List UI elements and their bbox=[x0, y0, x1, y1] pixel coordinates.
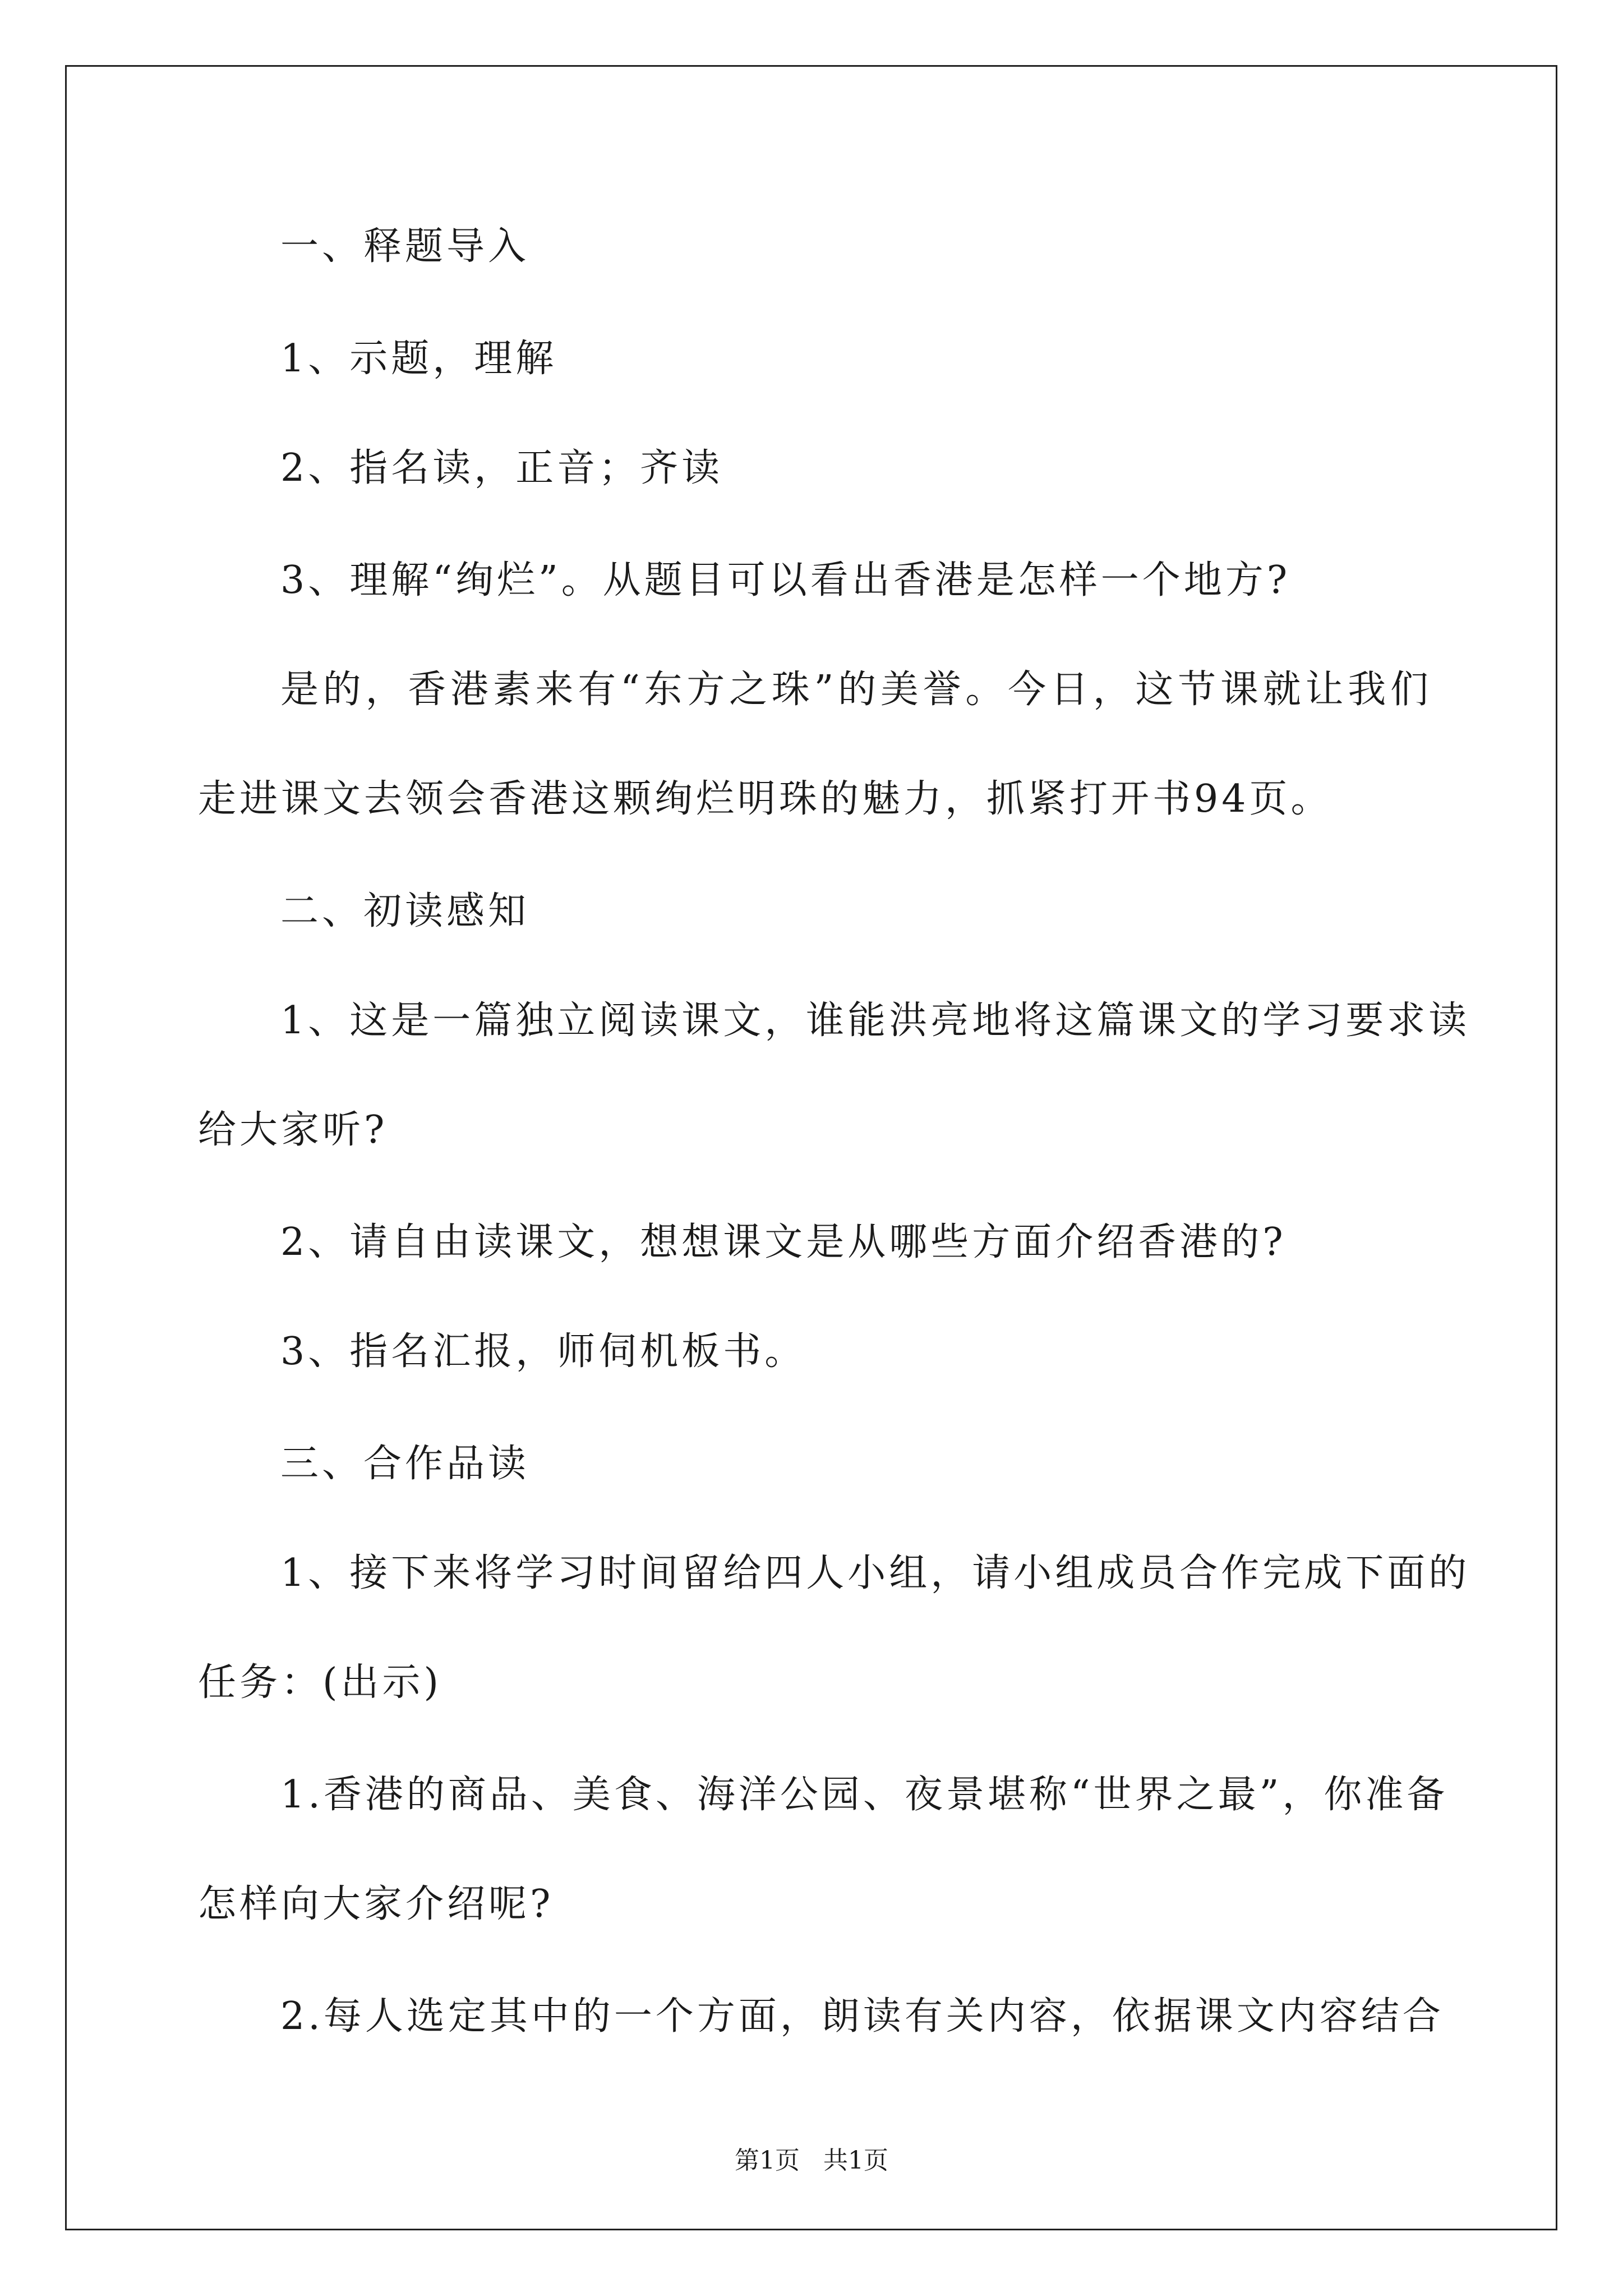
heading-3: 三、合作品读 bbox=[280, 1442, 530, 1486]
heading-1: 一、释题导入 bbox=[280, 224, 530, 269]
paragraph-line: 给大家听? bbox=[198, 1108, 388, 1152]
paragraph-line: 任务：(出示) bbox=[198, 1660, 442, 1705]
list-item: 2.每人选定其中的一个方面，朗读有关内容，依据课文内容结合 bbox=[280, 1994, 1444, 2039]
paragraph-line: 是的，香港素来有“东方之珠”的美誉。今日，这节课就让我们 bbox=[280, 668, 1432, 712]
list-item: 1、这是一篇独立阅读课文，谁能洪亮地将这篇课文的学习要求读 bbox=[280, 999, 1470, 1043]
list-item: 1、接下来将学习时间留给四人小组，请小组成员合作完成下面的 bbox=[280, 1551, 1470, 1595]
list-item: 1.香港的商品、美食、海洋公园、夜景堪称“世界之最”，你准备 bbox=[280, 1773, 1449, 1817]
list-item: 3、指名汇报，师伺机板书。 bbox=[280, 1329, 806, 1374]
heading-2: 二、初读感知 bbox=[280, 889, 530, 933]
paragraph-line: 走进课文去领会香港这颗绚烂明珠的魅力，抓紧打开书94页。 bbox=[198, 777, 1332, 821]
page-number: 第1页 bbox=[735, 2146, 800, 2175]
page-footer bbox=[0, 2140, 1623, 2176]
list-item: 2、指名读，正音；齐读 bbox=[280, 446, 723, 490]
list-item: 2、请自由读课文，想想课文是从哪些方面介绍香港的? bbox=[280, 1220, 1287, 1264]
paragraph-line: 怎样向大家介绍呢? bbox=[198, 1882, 554, 1926]
page-total: 共1页 bbox=[823, 2146, 888, 2175]
list-item: 1、示题，理解 bbox=[280, 337, 557, 381]
list-item: 3、理解“绚烂”。从题目可以看出香港是怎样一个地方? bbox=[280, 558, 1291, 602]
